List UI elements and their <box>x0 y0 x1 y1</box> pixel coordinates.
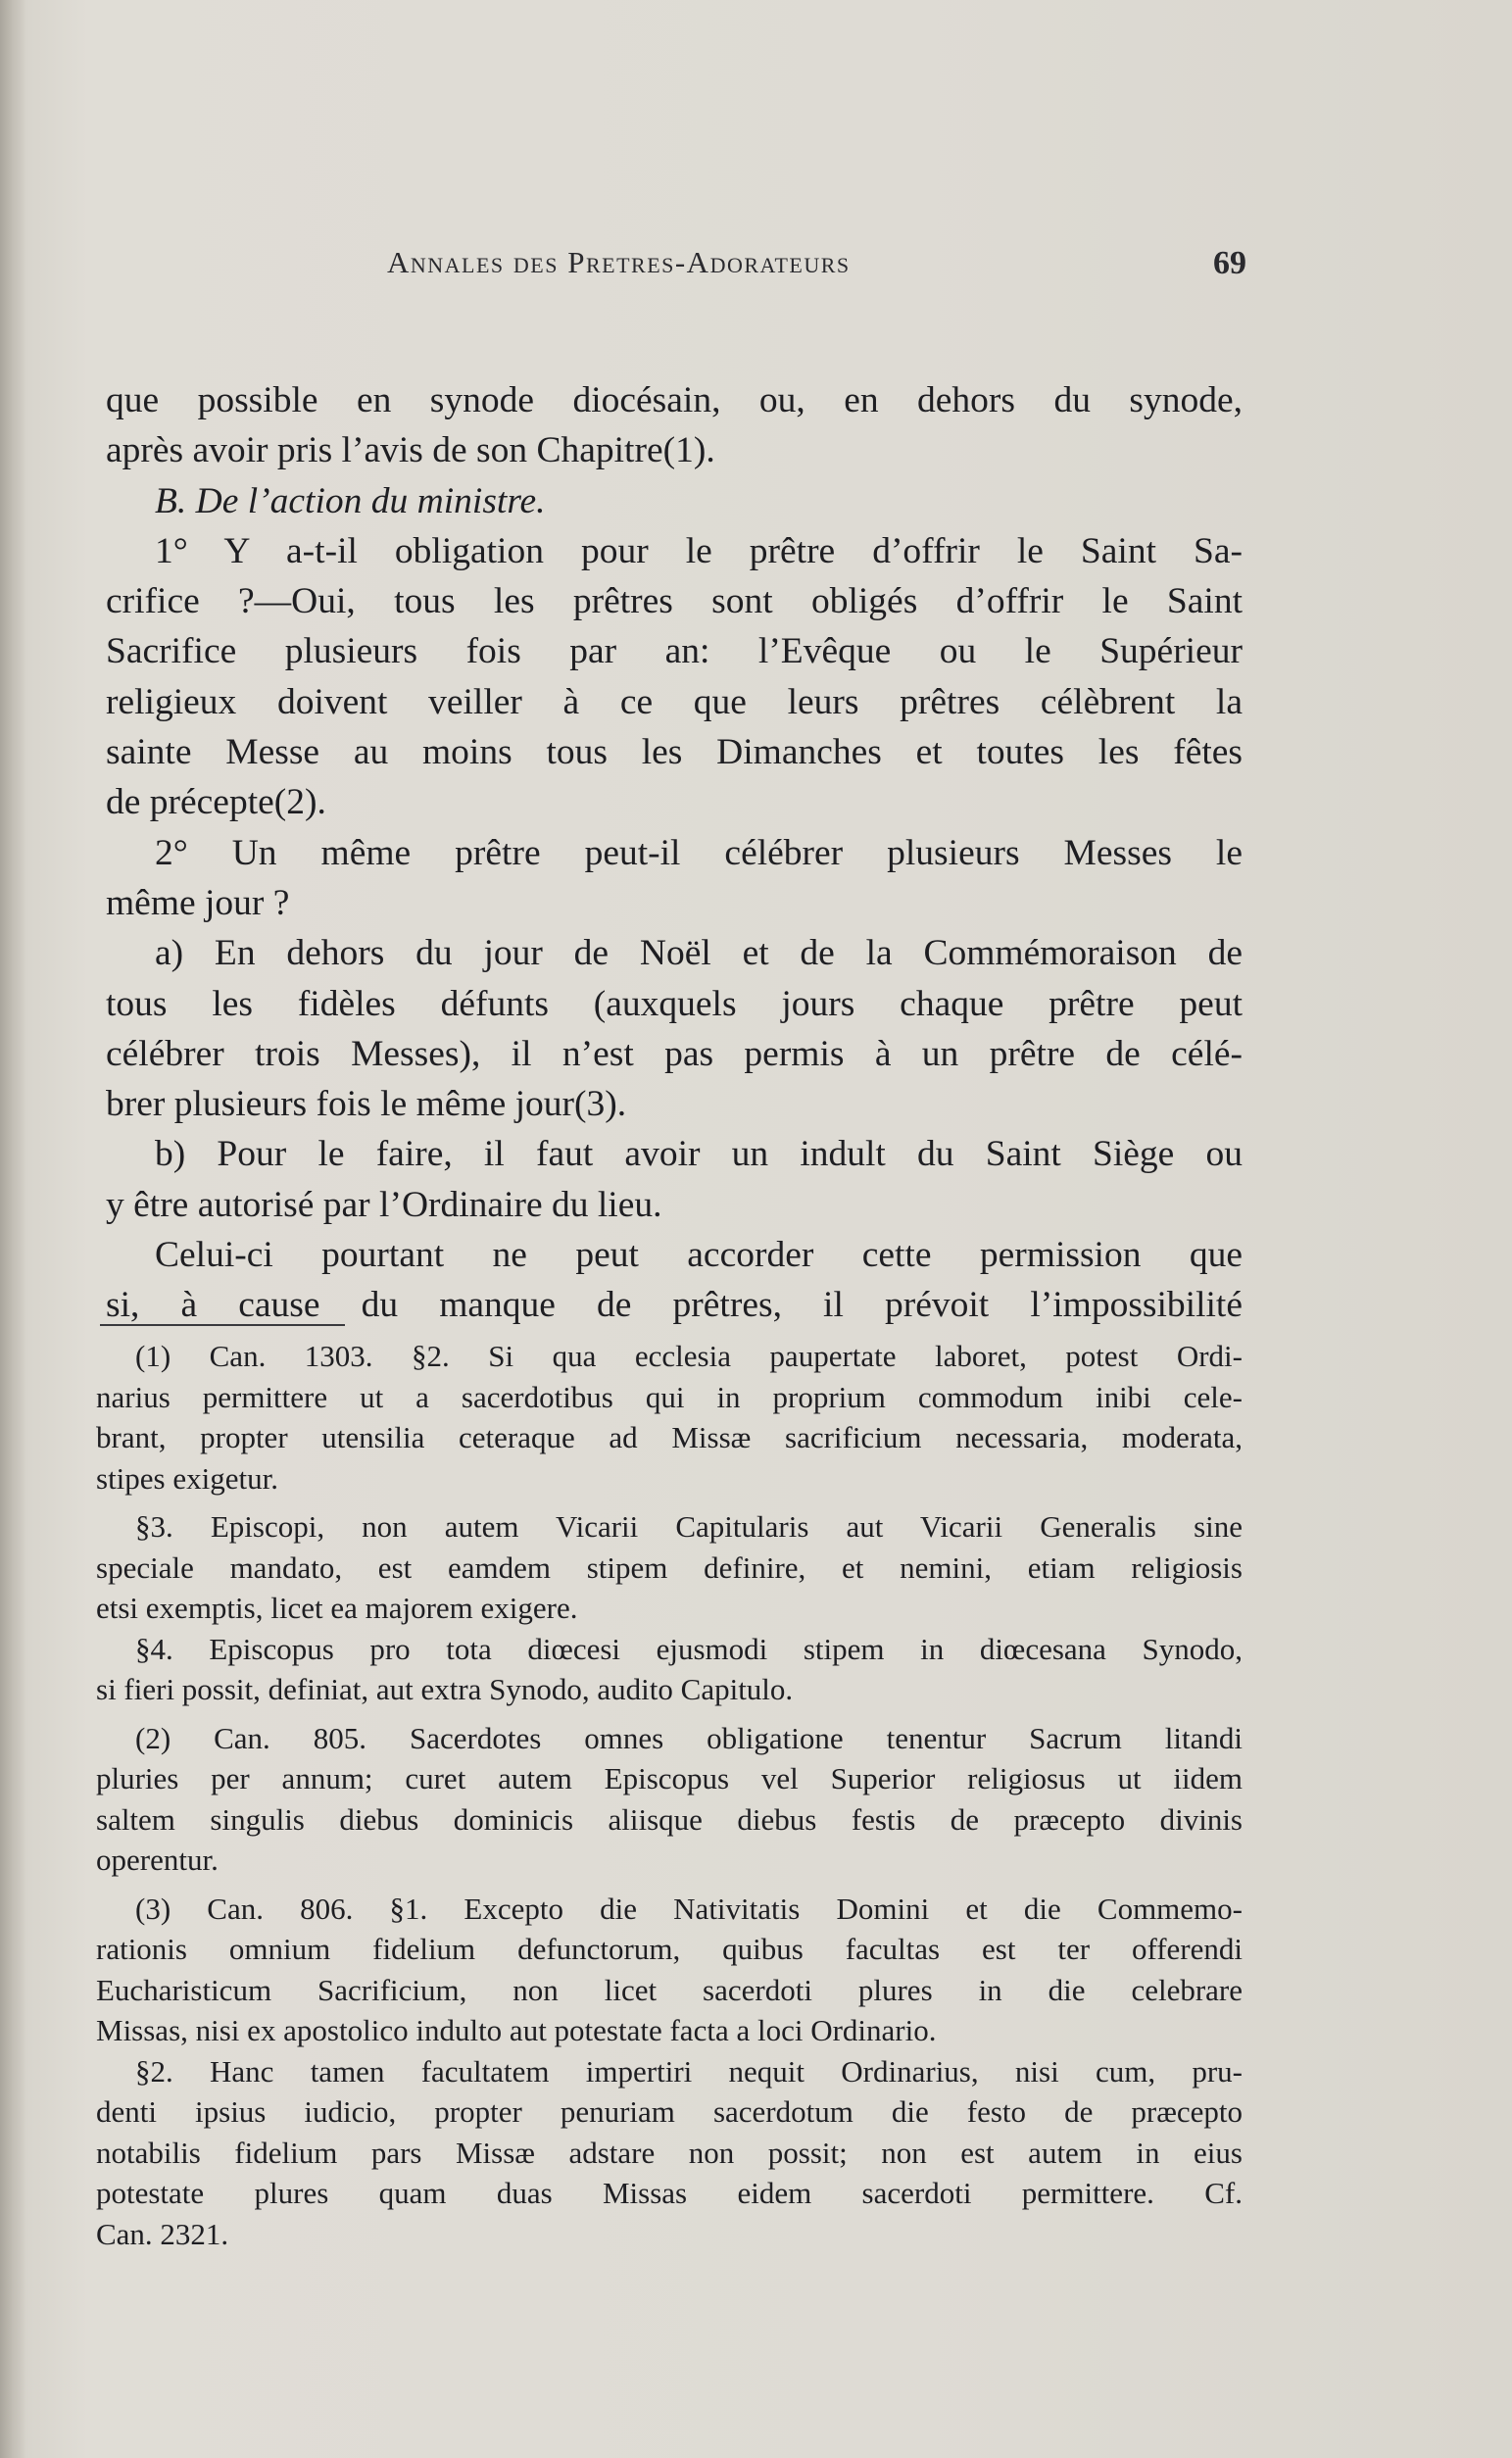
running-head-title: Annales des Pretres-Adorateurs <box>387 245 851 279</box>
footnote-line: §4. Episcopus pro tota diœcesi ejusmodi stipem in diœcesana Synodo, <box>135 1631 1243 1666</box>
footnote-line: Can. 2321. <box>96 2216 229 2251</box>
body-text-line: célébrer trois Messes), il n’est pas permis à un prêtre de célé- <box>106 1033 1243 1074</box>
body-text-line: Celui-ci pourtant ne peut accorder cette permission que <box>155 1235 1243 1276</box>
footnote-line: notabilis fidelium pars Missæ adstare non possit; non est autem in eius <box>96 2135 1243 2170</box>
footnote-line: §2. Hanc tamen facultatem impertiri nequit Ordinarius, nisi cum, pru- <box>135 2053 1243 2089</box>
footnote-line: rationis omnium fidelium defunctorum, quibus facultas est ter offerendi <box>96 1932 1243 1966</box>
footnote-line: stipes exigetur. <box>96 1460 278 1496</box>
footnote-line: (2) Can. 805. Sacerdotes omnes obligatione tenentur Sacrum litandi <box>135 1720 1243 1755</box>
footnote-line: speciale mandato, est eamdem stipem definire, et nemini, etiam religiosis <box>96 1549 1243 1585</box>
footnotes-block <box>96 1336 1243 2254</box>
body-text-line: si, à cause du manque de prêtres, il prévoit l’impossibilité <box>106 1285 1243 1326</box>
footnote-line: denti ipsius iudicio, propter penuriam sacerdotum die festo de præcepto <box>96 2094 1243 2129</box>
footnote-line: §3. Episcopi, non autem Vicarii Capitularis aut Vicarii Generalis sine <box>135 1509 1243 1544</box>
footnote-line: brant, propter utensilia ceteraque ad Missæ sacrificium necessaria, moderata, <box>96 1420 1243 1454</box>
binding-edge-shadow <box>0 0 25 2458</box>
body-text-line: de précepte(2). <box>106 782 326 823</box>
footnote-line: si fieri possit, definiat, aut extra Synodo, audito Capitulo. <box>96 1672 794 1706</box>
footnote-line: pluries per annum; curet autem Episcopus vel Superior religiosus ut iidem <box>96 1761 1243 1795</box>
footnote-line: potestate plures quam duas Missas eidem sacerdoti permittere. Cf. <box>96 2176 1243 2210</box>
body-text-line: brer plusieurs fois le même jour(3). <box>106 1084 627 1125</box>
main-text-block <box>106 375 1243 1331</box>
footnote-line: (3) Can. 806. §1. Excepto die Nativitatis Domini et die Commemo- <box>135 1891 1243 1926</box>
page-number: 69 <box>1213 245 1246 281</box>
body-text-line: sainte Messe au moins tous les Dimanches et toutes les fêtes <box>106 732 1243 773</box>
body-text-line: même jour ? <box>106 882 290 923</box>
body-text-line: religieux doivent veiller à ce que leurs prêtres célèbrent la <box>106 681 1243 722</box>
body-text-line: b) Pour le faire, il faut avoir un indult du Saint Siège ou <box>155 1134 1243 1175</box>
body-text-line: que possible en synode diocésain, ou, en dehors du synode, <box>106 380 1243 420</box>
footnote-separator-rule <box>100 1324 345 1326</box>
body-text-line: y être autorisé par l’Ordinaire du lieu. <box>106 1184 662 1225</box>
footnote-line: saltem singulis diebus dominicis aliisque diebus festis de præcepto divinis <box>96 1801 1243 1837</box>
body-text-line: a) En dehors du jour de Noël et de la Commémoraison de <box>155 933 1243 974</box>
body-text-line: 2° Un même prêtre peut-il célébrer plusieurs Messes le <box>155 832 1243 873</box>
footnote-line: Eucharisticum Sacrificium, non licet sacerdoti plures in die celebrare <box>96 1972 1243 2007</box>
body-text-line: B. De l’action du ministre. <box>155 480 546 521</box>
footnote-line: etsi exemptis, licet ea majorem exigere. <box>96 1591 578 1625</box>
body-text-line: après avoir pris l’avis de son Chapitre(1). <box>106 430 715 471</box>
body-text-line: 1° Y a-t-il obligation pour le prêtre d’offrir le Saint Sa- <box>155 530 1243 571</box>
footnote-line: Missas, nisi ex apostolico indulto aut potestate facta a loci Ordinario. <box>96 2013 937 2047</box>
body-text-line: crifice ?—Oui, tous les prêtres sont obligés d’offrir le Saint <box>106 581 1243 622</box>
footnote-line: operentur. <box>96 1843 219 1877</box>
body-text-line: Sacrifice plusieurs fois par an: l’Evêque ou le Supérieur <box>106 631 1243 672</box>
footnote-line: narius permittere ut a sacerdotibus qui in proprium commodum inibi cele- <box>96 1379 1243 1414</box>
footnote-line: (1) Can. 1303. §2. Si qua ecclesia paupertate laboret, potest Ordi- <box>135 1339 1243 1373</box>
body-text-line: tous les fidèles défunts (auxquels jours chaque prêtre peut <box>106 983 1243 1024</box>
